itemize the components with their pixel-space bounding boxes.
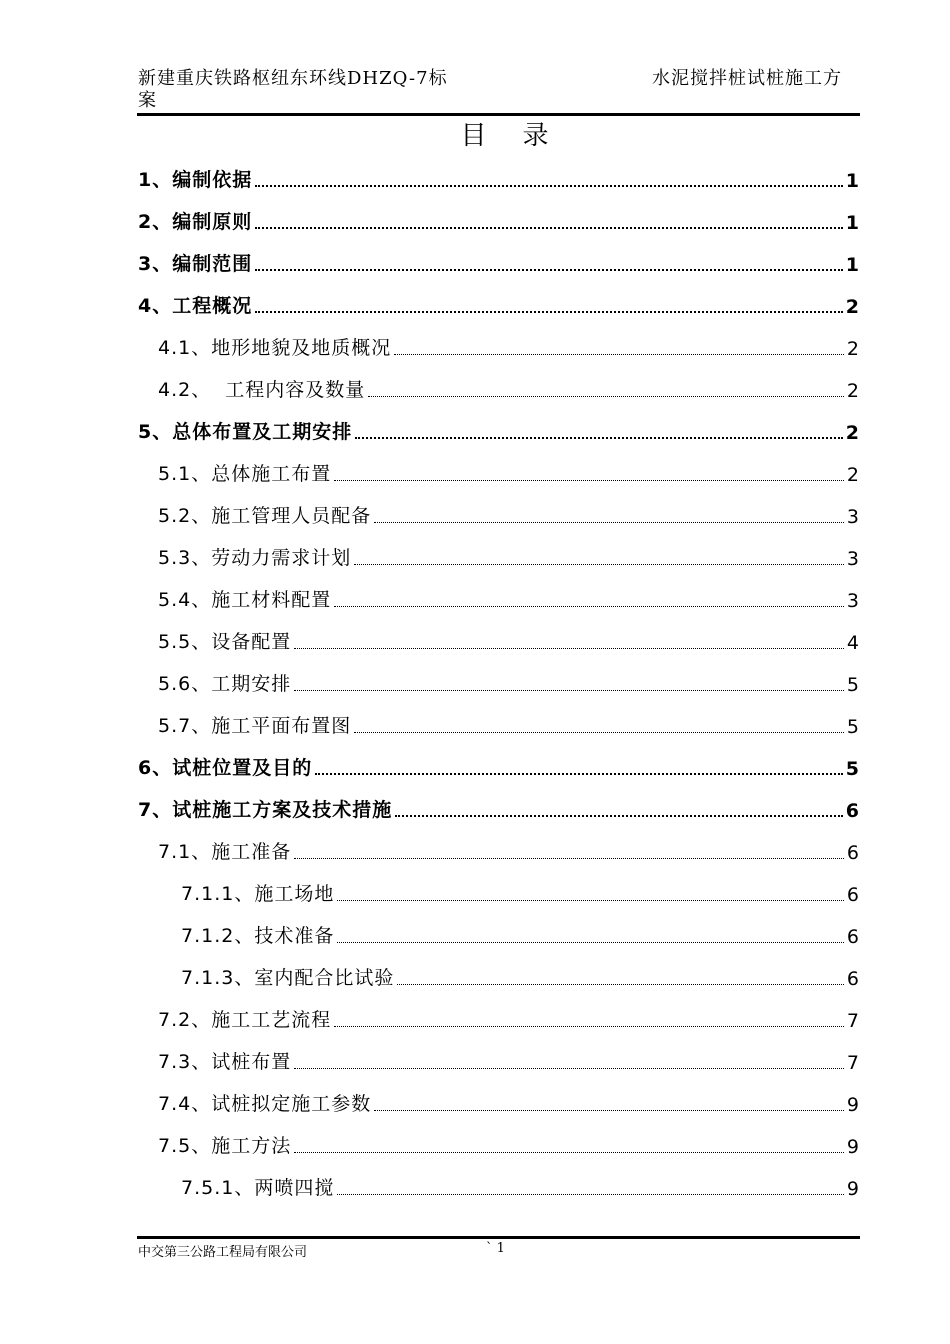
toc-entry-page: 5 [846, 716, 860, 738]
toc-dot-leader [294, 1152, 844, 1153]
toc-entry-page: 7 [846, 1010, 860, 1032]
toc-entry-page: 3 [846, 548, 860, 570]
toc-entry-page: 9 [846, 1178, 860, 1200]
toc-dot-leader [337, 900, 844, 901]
toc-entry-label: 7.1.1、施工场地 [181, 883, 335, 905]
toc-entry[interactable] [138, 911, 860, 953]
toc-entry-page: 6 [846, 926, 860, 948]
toc-entry-page: 1 [845, 254, 860, 276]
toc-entry-label: 2、编制原则 [138, 211, 253, 233]
toc-entry-page: 5 [845, 758, 860, 780]
toc-entry-label: 4、工程概况 [138, 295, 253, 317]
toc-dot-leader [354, 564, 844, 565]
toc-entry-label: 5.1、总体施工布置 [158, 463, 332, 485]
footer-page-number: ` 1 [486, 1241, 505, 1256]
toc-entry-label: 5.2、施工管理人员配备 [158, 505, 372, 527]
table-of-contents [138, 155, 860, 1205]
toc-entry[interactable] [138, 869, 860, 911]
toc-entry-label: 5、总体布置及工期安排 [138, 421, 353, 443]
toc-entry-page: 4 [846, 632, 860, 654]
toc-dot-leader [315, 773, 843, 775]
toc-entry-page: 1 [845, 212, 860, 234]
toc-entry-label: 7.1、施工准备 [158, 841, 292, 863]
toc-dot-leader [368, 396, 844, 397]
toc-entry[interactable] [138, 239, 860, 281]
toc-entry-page: 6 [846, 968, 860, 990]
toc-entry-page: 6 [845, 800, 860, 822]
toc-entry-page: 6 [846, 842, 860, 864]
toc-entry[interactable] [138, 533, 860, 575]
header-document-title: 水泥搅拌桩试桩施工方 [652, 68, 842, 89]
toc-entry-page: 3 [846, 590, 860, 612]
toc-entry[interactable] [138, 1163, 860, 1205]
toc-entry[interactable] [138, 155, 860, 197]
toc-entry[interactable] [138, 995, 860, 1037]
toc-entry-label: 5.5、设备配置 [158, 631, 292, 653]
toc-dot-leader [255, 185, 843, 187]
toc-entry-label: 7.5.1、两喷四搅 [181, 1177, 335, 1199]
toc-dot-leader [294, 648, 844, 649]
toc-dot-leader [337, 942, 844, 943]
toc-entry[interactable] [138, 617, 860, 659]
toc-entry-page: 2 [846, 380, 860, 402]
toc-entry[interactable] [138, 659, 860, 701]
toc-entry[interactable] [138, 323, 860, 365]
toc-entry[interactable] [138, 953, 860, 995]
toc-entry[interactable] [138, 491, 860, 533]
header-project-name: 新建重庆铁路枢纽东环线DHZQ-7标案 [138, 68, 448, 111]
footer-rule [137, 1236, 860, 1239]
toc-entry-label: 7.3、试桩布置 [158, 1051, 292, 1073]
toc-entry-page: 5 [846, 674, 860, 696]
toc-entry-label: 5.3、劳动力需求计划 [158, 547, 352, 569]
toc-dot-leader [334, 1026, 844, 1027]
toc-entry-label: 5.6、工期安排 [158, 673, 292, 695]
toc-dot-leader [255, 269, 843, 271]
toc-entry-label: 5.4、施工材料配置 [158, 589, 332, 611]
toc-entry[interactable] [138, 785, 860, 827]
toc-dot-leader [294, 690, 844, 691]
toc-dot-leader [337, 1194, 844, 1195]
toc-entry-label: 7.2、施工工艺流程 [158, 1009, 332, 1031]
toc-dot-leader [255, 311, 843, 313]
toc-dot-leader [374, 522, 844, 523]
toc-dot-leader [334, 606, 844, 607]
toc-entry-page: 1 [845, 170, 860, 192]
toc-entry[interactable] [138, 407, 860, 449]
toc-dot-leader [355, 437, 843, 439]
toc-entry[interactable] [138, 1037, 860, 1079]
toc-entry-page: 2 [846, 464, 860, 486]
toc-dot-leader [294, 1068, 844, 1069]
toc-dot-leader [394, 354, 844, 355]
toc-entry[interactable] [138, 575, 860, 617]
toc-entry-page: 6 [846, 884, 860, 906]
toc-entry-page: 7 [846, 1052, 860, 1074]
toc-entry-label: 6、试桩位置及目的 [138, 757, 313, 779]
toc-dot-leader [255, 227, 843, 229]
toc-entry[interactable] [138, 701, 860, 743]
toc-entry-page: 2 [845, 422, 860, 444]
toc-entry-page: 9 [846, 1136, 860, 1158]
toc-entry[interactable] [138, 449, 860, 491]
toc-entry-page: 3 [846, 506, 860, 528]
toc-entry-page: 9 [846, 1094, 860, 1116]
toc-entry-label: 1、编制依据 [138, 169, 253, 191]
toc-dot-leader [334, 480, 844, 481]
toc-dot-leader [294, 858, 844, 859]
footer-company: 中交第三公路工程局有限公司 [138, 1245, 308, 1260]
toc-entry-label: 4.2、 工程内容及数量 [158, 379, 366, 401]
toc-entry[interactable] [138, 1079, 860, 1121]
toc-entry-label: 4.1、地形地貌及地质概况 [158, 337, 392, 359]
toc-entry-label: 7、试桩施工方案及技术措施 [138, 799, 393, 821]
toc-entry-label: 7.1.2、技术准备 [181, 925, 335, 947]
toc-dot-leader [395, 815, 843, 817]
toc-entry-label: 7.5、施工方法 [158, 1135, 292, 1157]
toc-entry[interactable] [138, 743, 860, 785]
toc-entry-page: 2 [845, 296, 860, 318]
toc-entry-page: 2 [846, 338, 860, 360]
toc-title: 目录 [460, 121, 585, 151]
toc-entry[interactable] [138, 281, 860, 323]
toc-entry-label: 5.7、施工平面布置图 [158, 715, 352, 737]
toc-entry[interactable] [138, 365, 860, 407]
toc-entry[interactable] [138, 827, 860, 869]
header-rule [137, 113, 860, 116]
toc-entry-label: 3、编制范围 [138, 253, 253, 275]
toc-entry-label: 7.1.3、室内配合比试验 [181, 967, 395, 989]
toc-dot-leader [397, 984, 844, 985]
toc-dot-leader [374, 1110, 844, 1111]
toc-dot-leader [354, 732, 844, 733]
toc-entry[interactable] [138, 197, 860, 239]
toc-entry-label: 7.4、试桩拟定施工参数 [158, 1093, 372, 1115]
toc-entry[interactable] [138, 1121, 860, 1163]
